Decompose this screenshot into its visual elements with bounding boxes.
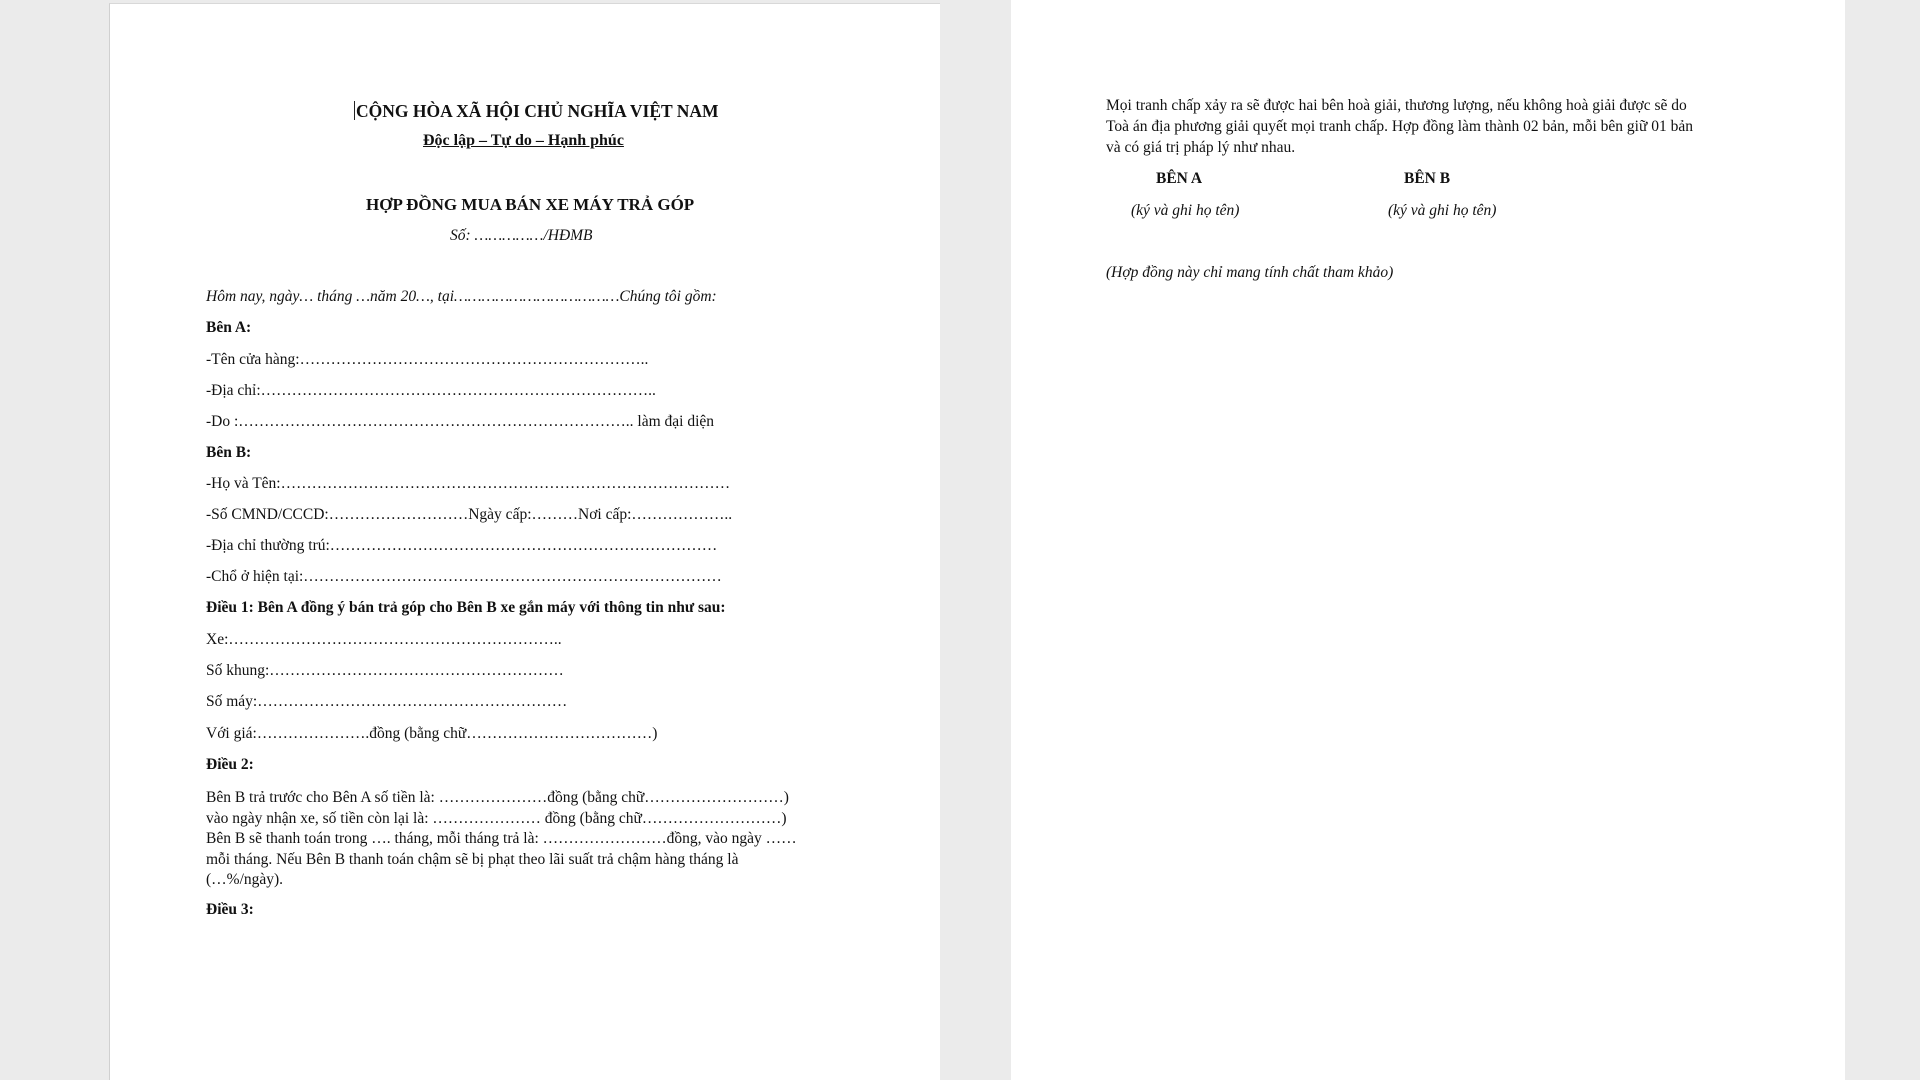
motto: Độc lập – Tự do – Hạnh phúc: [423, 132, 624, 149]
article-3-heading: Điều 3:: [206, 901, 254, 918]
document-page-2: [1011, 0, 1845, 1080]
party-a-store-name: -Tên cửa hàng:…………………………………………………………..: [206, 351, 649, 368]
party-a-signature-hint: (ký và ghi họ tên): [1131, 202, 1240, 219]
party-a-sign-label: BÊN A: [1156, 170, 1203, 187]
nation-header[interactable]: [354, 101, 719, 122]
article-2-line: Bên B trả trước cho Bên A số tiền là: …………………đồng (bằng chữ………………………): [206, 789, 789, 806]
article-2-line: (…%/ngày).: [206, 871, 284, 888]
reference-note: (Hợp đồng này chỉ mang tính chất tham khảo): [1106, 264, 1394, 281]
party-b-permanent-address: -Địa chỉ thường trú:…………………………………………………………………: [206, 537, 718, 554]
article-2-line: vào ngày nhận xe, số tiền còn lại là: ………………… đồng (bằng chữ………………………): [206, 810, 787, 827]
nation-header-text: CỘNG HÒA XÃ HỘI CHỦ NGHĨA VIỆT NAM: [356, 101, 719, 121]
party-b-sign-label: BÊN B: [1404, 170, 1451, 187]
dispute-line: và có giá trị pháp lý như nhau.: [1106, 139, 1296, 156]
dispute-line: Toà án địa phương giải quyết mọi tranh chấp. Hợp đồng làm thành 02 bản, mỗi bên giữ 01 bản: [1106, 118, 1693, 135]
party-a-heading: Bên A:: [206, 319, 252, 336]
article-1-frame-number: Số khung:…………………………………………………: [206, 662, 564, 679]
contract-title: HỢP ĐỒNG MUA BÁN XE MÁY TRẢ GÓP: [366, 195, 695, 214]
article-2-line: mỗi tháng. Nếu Bên B thanh toán chậm sẽ bị phạt theo lãi suất trả chậm hàng tháng là: [206, 851, 739, 868]
text-cursor: [354, 101, 355, 120]
party-b-heading: Bên B:: [206, 444, 252, 461]
article-1-heading: Điều 1: Bên A đồng ý bán trả góp cho Bên B xe gắn máy với thông tin như sau:: [206, 599, 726, 616]
article-1-engine-number: Số máy:……………………………………………………: [206, 693, 568, 710]
party-b-id-card: -Số CMND/CCCD:………………………Ngày cấp:………Nơi cấp:………………..: [206, 506, 733, 523]
party-a-representative: -Do :………………………………………………………………….. làm đại diện: [206, 413, 715, 430]
article-1-vehicle: Xe:………………………………………………………..: [206, 631, 562, 648]
party-b-current-residence: -Chổ ở hiện tại:………………………………………………………………………: [206, 568, 722, 585]
contract-number: Số: ……………/HĐMB: [450, 227, 593, 244]
party-b-signature-hint: (ký và ghi họ tên): [1388, 202, 1497, 219]
party-a-address: -Địa chỉ:…………………………………………………………………..: [206, 382, 656, 399]
article-2-line: Bên B sẽ thanh toán trong …. tháng, mỗi tháng trả là: ……………………đồng, vào ngày ……: [206, 830, 797, 847]
intro-line: Hôm nay, ngày… tháng …năm 20…, tại………………………………Chúng tôi gồm:: [206, 288, 717, 305]
party-b-full-name: -Họ và Tên:……………………………………………………………………………: [206, 475, 731, 492]
article-1-price: Với giá:………………….đồng (bằng chữ………………………………): [206, 725, 658, 742]
dispute-line: Mọi tranh chấp xảy ra sẽ được hai bên hoà giải, thương lượng, nếu không hoà giải được sẽ do: [1106, 97, 1687, 114]
article-2-heading: Điều 2:: [206, 756, 254, 773]
document-page-1: [109, 3, 940, 1080]
